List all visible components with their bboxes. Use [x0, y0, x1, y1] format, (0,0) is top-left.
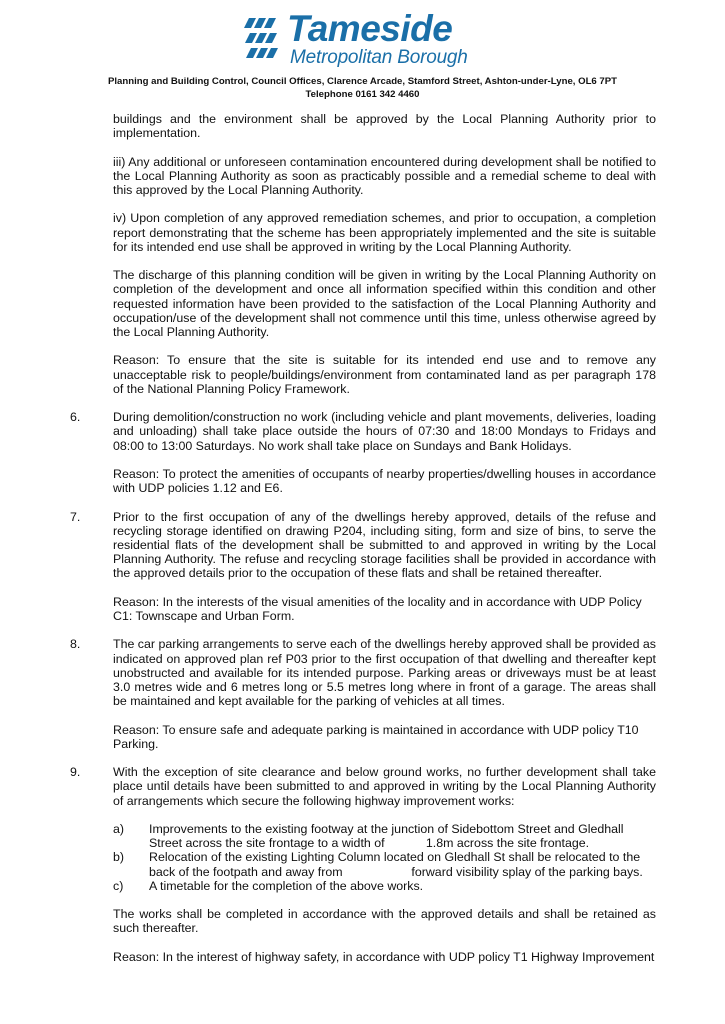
highway-works-list [70, 822, 656, 893]
condition-9-reason: Reason: In the interest of highway safety, in accordance with UDP policy T1 Highway Improvement [113, 949, 655, 964]
logo-name: Tameside [287, 8, 453, 49]
paragraph-reason-contamination: Reason: To ensure that the site is suitable for its intended end use and to remove any unacceptable risk to people/buildings/environment from contaminated land as per paragraph 178 of the National Planning Policy Framework. [113, 353, 656, 396]
condition-number: 8. [70, 637, 81, 652]
council-logo [243, 8, 493, 70]
condition-6-reason: Reason: To protect the amenities of occupants of nearby properties/dwelling houses in accordance with UDP policies 1.12 and E6. [113, 466, 656, 496]
condition-7-reason: Reason: In the interests of the visual amenities of the locality and in accordance with UDP Policy C1: Townscape and Urban Form. [113, 594, 642, 623]
condition-text: With the exception of site clearance and below ground works, no further development shall take place until details have been submitted to and approved in writing by the Local Planning Authority of arrangements which secure the following highway improvement works: [113, 765, 656, 808]
list-item [113, 822, 656, 850]
address-line: Planning and Building Control, Council Offices, Clarence Arcade, Stamford Street, Ashton-under-Lyne, OL6 7PT [107, 76, 618, 87]
condition-text: The car parking arrangements to serve each of the dwellings hereby approved shall be provided as indicated on approved plan ref P03 prior to the first occupation of that dwelling and thereafter kept unobstructed and available for its intended purpose. Parking areas or driveways must be at least 3.0 metres wide and 6 metres long or 5.5 metres long where in front of a garage. The areas shall be maintained and kept available for the parking of vehicles at all times. [113, 637, 656, 709]
telephone-line: Telephone 0161 342 4460 [305, 88, 420, 100]
list-item [113, 850, 656, 878]
document-body [70, 112, 656, 978]
list-item-label: c) [113, 878, 124, 893]
list-item-text: Improvements to the existing footway at the junction of Sidebottom Street and Gledhall Street across the site frontage to a width of 1.8m across the site frontage. [149, 821, 628, 851]
paragraph-completion-report: iv) Upon completion of any approved remediation schemes, and prior to occupation, a completion report demonstrating that the scheme has been appropriately implemented and the site is suitable for its intended end use shall be approved in writing by the Local Planning Authority. [113, 211, 656, 254]
tameside-logo-mark-icon [243, 16, 285, 64]
list-item-label: b) [113, 850, 125, 865]
list-item [113, 879, 656, 893]
condition-number: 6. [70, 410, 81, 425]
letterhead-address [0, 76, 725, 101]
condition-8-reason: Reason: To ensure safe and adequate parking is maintained in accordance with UDP policy T10 Parking. [113, 722, 639, 751]
list-item-text: A timetable for the completion of the above works. [149, 878, 424, 893]
paragraph-implementation: buildings and the environment shall be approved by the Local Planning Authority prior to implementation. [113, 112, 656, 141]
condition-text: During demolition/construction no work (including vehicle and plant movements, deliveries, loading and unloading) shall take place outside the hours of 07:30 and 18:00 Mondays to Fridays and 08:00 to 13:00 Saturdays. No work shall take place on Sundays and Bank Holidays. [113, 410, 656, 453]
condition-number: 9. [70, 765, 81, 780]
list-item-label: a) [113, 821, 125, 836]
condition-7 [70, 510, 656, 581]
condition-9 [70, 765, 656, 808]
list-item-text: Relocation of the existing Lighting Column located on Gledhall St shall be relocated to the back of the footpath and away from forward visibility splay of the parking bays. [149, 850, 644, 879]
condition-6 [70, 410, 656, 453]
paragraph-unforeseen-contamination: iii) Any additional or unforeseen contamination encountered during development shall be notified to the Local Planning Authority as soon as practicably possible and a remedial scheme to deal with this approved by the Local Planning Authority. [113, 154, 656, 197]
paragraph-discharge: The discharge of this planning condition will be given in writing by the Local Planning Authority on completion of the development and once all information specified within this condition and other requested information have been provided to the satisfaction of the Local Planning Authority and occupation/use of the development shall not commence until this time, unless otherwise agreed by the Local Planning Authority. [113, 268, 656, 339]
logo-subtitle: Metropolitan Borough [290, 47, 468, 68]
condition-8 [70, 637, 656, 708]
condition-9-works: The works shall be completed in accordance with the approved details and shall be retained as such thereafter. [113, 907, 656, 936]
condition-text: Prior to the first occupation of any of the dwellings hereby approved, details of the refuse and recycling storage identified on drawing P204, including siting, form and size of bins, to serve the residential flats of the development shall be submitted to and approved in writing by the Local Planning Authority. The refuse and recycling storage facilities shall be provided in accordance with the approved details prior to the occupation of these flats and shall be retained thereafter. [113, 509, 656, 581]
condition-number: 7. [70, 509, 81, 524]
